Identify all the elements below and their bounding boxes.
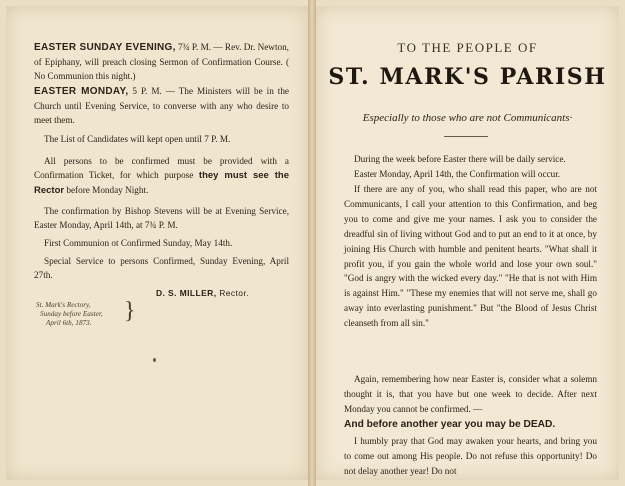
date-brace: }: [124, 298, 136, 324]
easter-sunday-paragraph: [34, 40, 289, 83]
date-block: [36, 301, 103, 328]
rector-signature: [156, 288, 249, 298]
easter-monday-paragraph: [34, 84, 289, 127]
easter-reminder-paragraph: Again, remembering how near Easter is, consider what a solemn thought it is, that you have but one week to decide. After next Monday you cannot be confirmed. —: [344, 374, 597, 414]
date-line-3: April 6th, 1873.: [46, 319, 92, 327]
bishop-paragraph: The confirmation by Bishop Stevens will be at Evening Service, Easter Monday, April 14th, at 7¾ P. M.: [34, 206, 289, 230]
candidates-list-note: The List of Candidates will kept open until 7 P. M.: [44, 134, 231, 144]
center-fold: [308, 0, 316, 486]
title-line-1: TO THE PEOPLE OF: [397, 40, 538, 55]
easter-monday-heading: EASTER MONDAY,: [34, 86, 129, 97]
first-communion-note: First Communion ot Confirmed Sunday, May 14th.: [44, 238, 233, 248]
confirmation-date-paragraph: Easter Monday, April 14th, the Confirmation will occur.: [354, 169, 561, 179]
signature-name: D. S. MILLER,: [156, 288, 217, 298]
easter-sunday-heading: EASTER SUNDAY EVENING,: [34, 42, 176, 53]
parish-title: ST. MARK'S PARISH: [328, 64, 607, 90]
ticket-bold: they must see the Rector: [34, 170, 290, 196]
ink-spot: [153, 358, 156, 362]
title-rule: [444, 136, 488, 137]
subtitle: Especially to those who are not Communicants·: [362, 112, 573, 124]
date-line-1: St. Mark's Rectory,: [36, 301, 91, 309]
warning-line: [344, 417, 597, 433]
easter-monday-text: 5 P. M. — The Ministers will be in the Church until Evening Service, to converse with any who desire to meet them.: [34, 86, 289, 125]
appeal-paragraph: If there are any of you, who shall read this paper, who are not Communicants, I call your attention to this Confirmation, and beg you to come and give me your names. I ask you to consider the dreadful sin of living without God and to put an end to it at once, by joining His Church with humble and penitent hearts. "What shall it profit you, if you gain the whole world and lose your own soul." "God is angry with the wicked every day." "He that is not with Him is against Him." "These my enemies that will not serve me, shall go away into everlasting punishment." But "the Blood of Jesus Christ cleanseth from all sin.": [344, 184, 597, 329]
ticket-text-b: before Monday Night.: [64, 185, 149, 195]
easter-sunday-text: 7¾ P. M. — Rev. Dr. Newton, of Epiphany, will preach closing Sermon of Confirmation Course. ( No Communion this night.): [34, 42, 289, 81]
prayer-paragraph: I humbly pray that God may awaken your hearts, and bring you to come out among His people. Do not refuse this opportunity! Do not delay another year! Do not: [344, 436, 597, 476]
warning-bold: And before another year you may be DEAD.: [344, 419, 556, 430]
special-service-note: Special Service to persons Confirmed, Sunday Evening, April 27th.: [34, 256, 289, 280]
ticket-text-a: All persons to be confirmed must be provided with a Confirmation Ticket, for which purpose: [34, 156, 289, 180]
date-line-2: Sunday before Easter,: [40, 310, 103, 318]
right-page: [316, 6, 619, 480]
left-page: [6, 6, 308, 480]
signature-title: Rector.: [216, 288, 249, 298]
daily-service-paragraph: During the week before Easter there will be daily service.: [354, 154, 566, 164]
ticket-paragraph: [34, 154, 289, 198]
